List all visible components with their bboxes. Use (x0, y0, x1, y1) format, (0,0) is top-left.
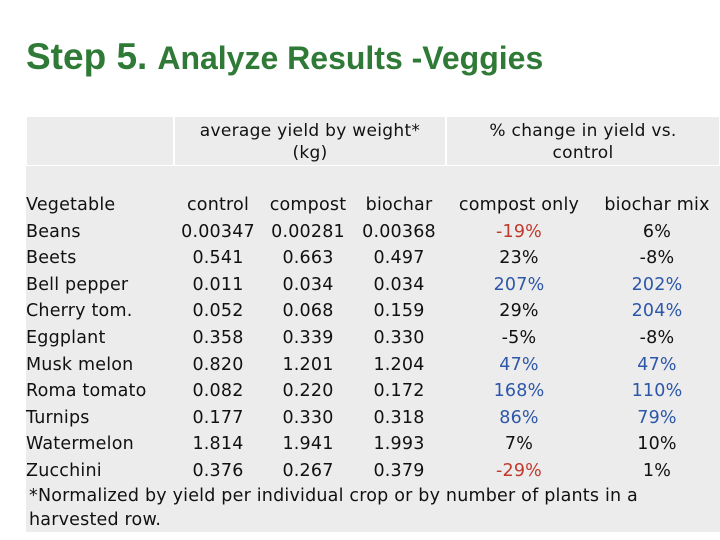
biochar-cell: 1.993 (373, 434, 425, 455)
control-cell: 0.011 (192, 274, 244, 295)
biochar-cell: 0.379 (373, 460, 425, 481)
compost-cell: 0.068 (282, 301, 334, 322)
biochar-cell: 0.172 (373, 381, 425, 402)
compost-cell: 0.00281 (271, 221, 345, 242)
compost-cell: 0.034 (282, 274, 334, 295)
column-header-compost: compost (269, 195, 347, 215)
header-empty-cell (26, 116, 174, 166)
biochar-mix-cell: -8% (639, 248, 675, 269)
results-table (26, 192, 720, 485)
header-yield-line2: (kg) (292, 143, 328, 163)
compost-only-cell: 47% (499, 354, 539, 375)
compost-only-cell: -19% (495, 221, 542, 242)
compost-cell: 0.339 (282, 327, 334, 348)
table-row (26, 272, 720, 299)
compost-cell: 1.201 (282, 354, 334, 375)
biochar-cell: 0.034 (373, 274, 425, 295)
biochar-cell: 0.318 (373, 407, 425, 428)
table-row (26, 245, 720, 272)
table-row (26, 352, 720, 379)
biochar-mix-cell: 1% (642, 460, 672, 481)
column-header-row (26, 192, 720, 219)
control-cell: 0.00347 (181, 221, 255, 242)
biochar-mix-cell: 47% (637, 354, 677, 375)
page-title-step: Step 5. (26, 36, 148, 77)
control-cell: 0.358 (192, 327, 244, 348)
compost-cell: 0.330 (282, 407, 334, 428)
page-title-text: Analyze Results -Veggies (157, 40, 544, 76)
biochar-cell: 0.330 (373, 327, 425, 348)
control-cell: 0.052 (192, 301, 244, 322)
vegetable-cell: Bell pepper (26, 274, 129, 295)
control-cell: 0.541 (192, 248, 244, 269)
biochar-mix-cell: 79% (637, 407, 677, 428)
vegetable-cell: Beans (26, 221, 81, 242)
table-row (26, 458, 720, 485)
biochar-mix-cell: -8% (639, 327, 675, 348)
biochar-cell: 0.00368 (362, 221, 436, 242)
vegetable-cell: Musk melon (26, 354, 134, 375)
compost-only-cell: 7% (504, 434, 534, 455)
table-row (26, 378, 720, 405)
compost-only-cell: 86% (499, 407, 539, 428)
biochar-cell: 0.159 (373, 301, 425, 322)
table-row (26, 219, 720, 246)
biochar-mix-cell: 6% (642, 221, 672, 242)
compost-cell: 0.220 (282, 381, 334, 402)
header-change-group (446, 120, 720, 164)
biochar-cell: 0.497 (373, 248, 425, 269)
column-header-biochar: biochar (365, 195, 433, 215)
compost-cell: 1.941 (282, 434, 334, 455)
column-header-compost-only: compost only (458, 195, 580, 215)
vegetable-cell: Watermelon (26, 434, 134, 455)
compost-only-cell: 168% (493, 381, 545, 402)
header-yield-group (174, 120, 446, 164)
vegetable-cell: Turnips (26, 407, 90, 428)
vegetable-cell: Eggplant (26, 327, 106, 348)
biochar-mix-cell: 202% (631, 274, 683, 295)
vegetable-cell: Cherry tom. (26, 301, 133, 322)
compost-only-cell: -29% (495, 460, 542, 481)
compost-only-cell: 207% (493, 274, 545, 295)
compost-cell: 0.663 (282, 248, 334, 269)
biochar-mix-cell: 10% (637, 434, 677, 455)
control-cell: 0.177 (192, 407, 244, 428)
header-yield-line1: average yield by weight* (199, 121, 421, 141)
vegetable-cell: Roma tomato (26, 381, 147, 402)
biochar-mix-cell: 204% (631, 301, 683, 322)
vegetable-cell: Beets (26, 248, 77, 269)
column-header-control: control (186, 195, 250, 215)
control-cell: 1.814 (192, 434, 244, 455)
biochar-cell: 1.204 (373, 354, 425, 375)
table-row (26, 325, 720, 352)
footnote: *Normalized by yield per individual crop or by number of plants in a harvested row. (29, 486, 638, 530)
biochar-mix-cell: 110% (631, 381, 683, 402)
compost-cell: 0.267 (282, 460, 334, 481)
control-cell: 0.376 (192, 460, 244, 481)
header-change-line1: % change in yield vs. (489, 121, 677, 141)
compost-only-cell: -5% (501, 327, 537, 348)
header-change-line2: control (552, 143, 614, 163)
vegetable-cell: Zucchini (26, 460, 102, 481)
control-cell: 0.820 (192, 354, 244, 375)
page-title (26, 36, 543, 78)
column-header-biochar-mix: biochar mix (604, 195, 710, 215)
column-header-vegetable: Vegetable (26, 195, 116, 215)
table-row (26, 431, 720, 458)
table-row (26, 405, 720, 432)
compost-only-cell: 29% (499, 301, 539, 322)
compost-only-cell: 23% (499, 248, 539, 269)
control-cell: 0.082 (192, 381, 244, 402)
table-row (26, 298, 720, 325)
